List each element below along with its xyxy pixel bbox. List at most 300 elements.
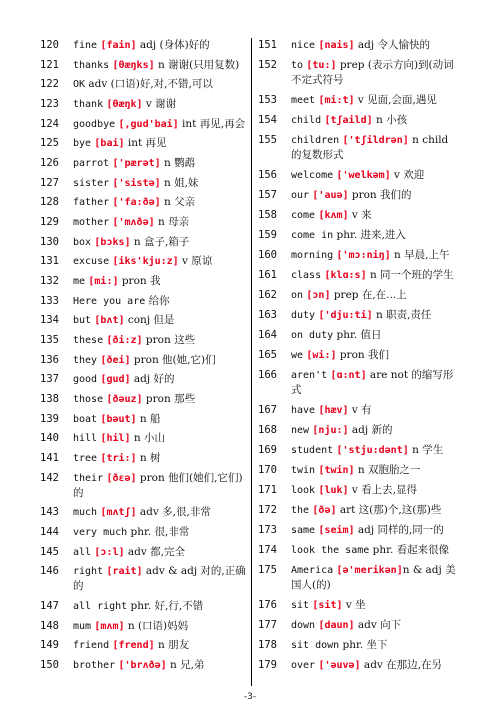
entry-word: nice (291, 40, 316, 51)
entry-word: but (73, 315, 92, 327)
vocab-entry (258, 133, 460, 163)
entry-word: bye (73, 138, 92, 150)
entry-body (291, 133, 460, 163)
entry-word: very much (73, 527, 128, 539)
vocab-entry (258, 563, 460, 593)
entry-definition: phr. 坐下 (339, 639, 388, 651)
entry-word: all right (73, 601, 128, 613)
entry-number: 167 (258, 404, 277, 416)
entry-phonetic: [bʌt] (94, 315, 125, 327)
entry-number: 175 (258, 564, 277, 576)
vocab-entry (258, 658, 460, 673)
entry-definition: pron 这些 (142, 334, 196, 347)
entry-phonetic: [ɔn] (306, 290, 331, 301)
entry-phonetic: [twin] (318, 465, 355, 476)
entry-definition: n 兄,弟 (166, 659, 205, 672)
right-column (258, 38, 460, 678)
entry-body (73, 451, 250, 466)
entry-body (291, 403, 460, 418)
entry-number: 155 (258, 134, 277, 146)
entry-number: 168 (258, 424, 277, 436)
entry-body (73, 215, 250, 230)
vocab-entry (258, 328, 460, 343)
entry-number: 179 (258, 659, 277, 671)
entry-number: 162 (258, 289, 277, 301)
entry-word: goodbye (73, 118, 116, 130)
vocab-entry (40, 77, 250, 92)
entry-word: morning (291, 250, 334, 261)
entry-number: 122 (40, 78, 59, 91)
vocab-entry (258, 113, 460, 128)
entry-body (73, 564, 250, 594)
entry-phonetic: [mʌm] (94, 620, 125, 632)
entry-body (291, 368, 460, 398)
entry-phonetic: ['fa:ðə] (112, 197, 161, 209)
entry-definition: phr. 好,行,不错 (127, 600, 204, 613)
entry-body (291, 268, 460, 283)
entry-definition: adj 同样的,同一的 (354, 524, 444, 536)
entry-definition: adj (身体)好的 (136, 39, 210, 51)
entry-phonetic: [hil] (100, 433, 131, 445)
vocab-entry (40, 117, 250, 132)
entry-body (73, 294, 250, 309)
entry-body (291, 168, 460, 183)
entry-definition: n 早晨,上午 (390, 249, 450, 261)
entry-word: on duty (291, 330, 334, 341)
entry-definition: n 盒子,箱子 (130, 235, 190, 248)
entry-definition: pron 我们的 (348, 189, 412, 201)
entry-body (291, 618, 460, 633)
entry-phonetic: [bəut] (100, 413, 137, 425)
left-column (40, 38, 250, 678)
vocab-entry (40, 38, 250, 53)
entry-word: our (291, 190, 310, 201)
vocab-entry (258, 638, 460, 653)
vocab-entry (40, 392, 250, 407)
entry-definition: phr. 进来,进入 (333, 229, 406, 241)
entry-number: 127 (40, 176, 59, 189)
entry-word: tree (73, 453, 98, 465)
vocab-entry (40, 333, 250, 348)
entry-phonetic: [nju:] (312, 425, 349, 436)
entry-definition: adv (口语)好,对,不错,可以 (85, 78, 213, 91)
entry-word: right (73, 566, 104, 578)
entry-definition: pron 那些 (142, 393, 196, 406)
vocab-entry (258, 443, 460, 458)
entry-number: 136 (40, 353, 59, 366)
entry-word: all (73, 546, 92, 558)
entry-phonetic: [iks'kju:z] (112, 256, 179, 268)
entry-phonetic: [mi:t] (318, 95, 355, 106)
entry-word: the (291, 505, 310, 516)
vocab-entry (40, 195, 250, 210)
vocab-entry (40, 372, 250, 387)
entry-body (73, 431, 250, 446)
vocab-entry (258, 248, 460, 263)
vocab-entry (258, 618, 460, 633)
entry-word: down (291, 620, 316, 631)
entry-word: on (291, 290, 304, 301)
entry-number: 171 (258, 484, 277, 496)
entry-word: brother (73, 660, 116, 672)
entry-body (73, 136, 250, 151)
entry-word: student (291, 445, 334, 456)
vocab-entry (258, 168, 460, 183)
entry-number: 174 (258, 544, 277, 556)
entry-word: good (73, 374, 98, 386)
entry-word: me (73, 276, 86, 288)
entry-body (291, 348, 460, 363)
entry-number: 150 (40, 659, 59, 672)
entry-word: class (291, 270, 322, 281)
entry-word: twin (291, 465, 316, 476)
entry-definition: phr. 看起来很像 (369, 544, 450, 556)
vocab-entry (40, 471, 250, 501)
entry-number: 125 (40, 137, 59, 150)
entry-word: mother (73, 217, 110, 229)
vocab-entry (258, 93, 460, 108)
entry-body (73, 658, 250, 673)
entry-body (73, 333, 250, 348)
entry-definition: n 谢谢(只用复数) (154, 58, 240, 71)
entry-definition: phr. 很,非常 (127, 526, 190, 539)
entry-phonetic: [mi:] (88, 276, 119, 288)
entry-word: excuse (73, 256, 110, 268)
entry-phonetic: [ðεə] (106, 472, 137, 484)
entry-body (73, 38, 250, 53)
entry-definition: int 再见 (124, 137, 167, 150)
entry-phonetic: [tu:] (306, 60, 337, 71)
vocab-entry (40, 58, 250, 73)
entry-definition: v 坐 (342, 599, 366, 611)
entry-definition: n 同一个班的学生 (366, 269, 454, 281)
entry-word: come in (291, 230, 334, 241)
vocab-entry (40, 156, 250, 171)
entry-word: thanks (73, 59, 110, 71)
entry-number: 131 (40, 255, 59, 268)
entry-phonetic: [gud] (100, 374, 131, 386)
entry-definition: n & adj 美国人(的) (291, 564, 456, 591)
column-divider (251, 38, 252, 686)
entry-phonetic: ['mɔ:niŋ] (336, 250, 391, 261)
entry-definition: n 父亲 (160, 196, 196, 209)
entry-phonetic: [hæv] (318, 405, 349, 416)
vocab-entry (40, 545, 250, 560)
entry-phonetic: [kʌm] (318, 210, 349, 221)
entry-definition: 给你 (145, 294, 170, 307)
entry-definition: conj 但是 (124, 314, 175, 327)
entry-number: 164 (258, 329, 277, 341)
vocab-entry (40, 505, 250, 520)
entry-body (291, 308, 460, 323)
entry-body (291, 248, 460, 263)
entry-body (73, 545, 250, 560)
entry-phonetic: ['auə] (312, 190, 349, 201)
entry-number: 176 (258, 599, 277, 611)
entry-word: they (73, 354, 98, 366)
entry-word: welcome (291, 170, 334, 181)
entry-phonetic: [ə'merikən] (336, 565, 403, 576)
entry-body (73, 638, 250, 653)
entry-word: aren't (291, 370, 328, 381)
entry-phonetic: ['sistə] (112, 177, 161, 189)
entry-phonetic: [luk] (318, 485, 349, 496)
entry-number: 156 (258, 169, 277, 181)
entry-phonetic: [wi:] (306, 350, 337, 361)
entry-definition: pron 他们(她们,它们)的 (73, 471, 243, 499)
entry-definition: n 小山 (130, 432, 165, 445)
entry-definition: n 朋友 (154, 639, 190, 652)
entry-body (291, 93, 460, 108)
entry-definition: adj 好的 (130, 373, 175, 386)
vocab-entry (40, 97, 250, 112)
entry-body (73, 412, 250, 427)
entry-phonetic: [fain] (100, 40, 137, 51)
entry-body (291, 228, 460, 243)
vocab-entry (258, 268, 460, 283)
entry-phonetic: [ði:z] (106, 335, 143, 347)
entry-word: father (73, 197, 110, 209)
entry-body (73, 471, 250, 501)
entry-number: 134 (40, 314, 59, 327)
entry-phonetic: [ðei] (100, 354, 131, 366)
entry-phonetic: [tʃaild] (324, 115, 373, 126)
entry-phonetic: [rait] (106, 566, 143, 578)
entry-body (73, 353, 250, 368)
entry-definition: n 船 (136, 412, 161, 425)
entry-number: 173 (258, 524, 277, 536)
entry-word: same (291, 525, 316, 536)
entry-word: come (291, 210, 316, 221)
entry-number: 146 (40, 565, 59, 578)
entry-definition: n 学生 (408, 444, 444, 456)
entry-body (73, 97, 250, 112)
entry-phonetic: ['mʌðə] (112, 217, 155, 229)
entry-word: mum (73, 620, 92, 632)
entry-word: over (291, 660, 316, 671)
entry-number: 133 (40, 294, 59, 307)
entry-number: 160 (258, 249, 277, 261)
entry-number: 166 (258, 369, 277, 381)
vocab-entry (258, 463, 460, 478)
entry-word: boat (73, 413, 98, 425)
entry-definition: n child 的复数形式 (291, 134, 449, 161)
vocab-entry (40, 658, 250, 673)
entry-word: sit (291, 600, 310, 611)
vocab-entry (40, 431, 250, 446)
entry-body (73, 599, 250, 614)
entry-number: 135 (40, 334, 59, 347)
entry-word: hill (73, 433, 98, 445)
entry-number: 137 (40, 373, 59, 386)
entry-definition: v 看上去,显得 (348, 484, 417, 496)
entry-phonetic: ['tʃildrən] (342, 135, 409, 146)
entry-body (73, 254, 250, 269)
entry-number: 153 (258, 94, 277, 106)
entry-number: 138 (40, 393, 59, 406)
entry-definition: n 姐,妹 (160, 176, 199, 189)
entry-word: these (73, 335, 104, 347)
entry-body (291, 288, 460, 303)
entry-definition: adv 都,完全 (124, 545, 185, 558)
entry-number: 120 (40, 39, 59, 51)
vocab-entry (40, 525, 250, 540)
vocab-entry (258, 288, 460, 303)
entry-body (291, 188, 460, 203)
entry-body (73, 505, 250, 520)
entry-definition: pron 我们 (336, 349, 389, 361)
entry-number: 178 (258, 639, 277, 651)
entry-phonetic: [mʌtʃ] (100, 507, 137, 519)
entry-body (73, 392, 250, 407)
entry-phonetic: ['brʌðə] (118, 660, 167, 672)
entry-number: 142 (40, 471, 59, 484)
entry-definition: pron 我 (118, 275, 161, 288)
entry-definition: are not 的缩写形式 (291, 369, 454, 396)
entry-definition: adv 多,很,非常 (136, 506, 211, 519)
entry-number: 124 (40, 117, 59, 130)
entry-word: OK (73, 79, 86, 91)
entry-number: 143 (40, 506, 59, 519)
entry-definition: int 再见,再会 (178, 117, 246, 130)
vocab-entry (40, 412, 250, 427)
entry-phonetic: ['əuvə] (318, 660, 361, 671)
entry-definition: adv 向下 (354, 619, 402, 631)
vocab-entry (40, 313, 250, 328)
entry-body (291, 38, 460, 53)
entry-definition: adv & adj 对的,正确的 (73, 565, 246, 593)
entry-word: have (291, 405, 316, 416)
vocab-entry (40, 564, 250, 594)
entry-body (73, 235, 250, 250)
entry-number: 158 (258, 209, 277, 221)
entry-definition: adj 新的 (348, 424, 393, 436)
vocab-entry (40, 235, 250, 250)
entry-body (291, 523, 460, 538)
entry-body (291, 208, 460, 223)
entry-definition: v 原谅 (178, 255, 213, 268)
entry-number: 151 (258, 39, 277, 51)
entry-phonetic: [θæŋk] (106, 99, 143, 111)
vocab-entry (258, 403, 460, 418)
entry-definition: prep 在,在...上 (330, 289, 407, 301)
entry-phonetic: [sit] (312, 600, 343, 611)
vocab-entry (40, 254, 250, 269)
entry-word: thank (73, 99, 104, 111)
entry-phonetic: [ɑ:nt] (330, 370, 367, 381)
entry-body (73, 117, 250, 132)
entry-number: 141 (40, 452, 59, 465)
entry-number: 128 (40, 196, 59, 209)
entry-number: 147 (40, 600, 59, 613)
entry-word: meet (291, 95, 316, 106)
entry-phonetic: [tri:] (100, 453, 137, 465)
entry-definition: v 谢谢 (142, 98, 177, 111)
entry-word: we (291, 350, 304, 361)
entry-definition: v 欢迎 (390, 169, 425, 181)
entry-body (291, 598, 460, 613)
entry-body (291, 503, 460, 518)
entry-number: 148 (40, 619, 59, 632)
entry-phonetic: [ðə] (312, 505, 337, 516)
entry-body (73, 156, 250, 171)
vocab-entry (40, 215, 250, 230)
entry-definition: n 母亲 (154, 216, 190, 229)
entry-number: 149 (40, 639, 59, 652)
vocab-entry (258, 503, 460, 518)
entry-definition: pron 他(她,它)们 (130, 353, 216, 366)
entry-word: duty (291, 310, 316, 321)
entry-phonetic: [daun] (318, 620, 355, 631)
vocab-entry (258, 598, 460, 613)
entry-word: to (291, 60, 304, 71)
entry-number: 132 (40, 275, 59, 288)
entry-body (73, 372, 250, 387)
entry-word: child (291, 115, 322, 126)
vocab-entry (258, 188, 460, 203)
entry-phonetic: [klɑ:s] (324, 270, 367, 281)
entry-number: 144 (40, 526, 59, 539)
entry-definition: prep (表示方向)到(动词不定式符号 (291, 59, 454, 86)
entry-body (291, 638, 460, 653)
vocab-entry (258, 368, 460, 398)
vocab-entry (40, 136, 250, 151)
entry-definition: adj 令人愉快的 (354, 39, 430, 51)
entry-number: 163 (258, 309, 277, 321)
entry-number: 169 (258, 444, 277, 456)
entry-definition: v 见面,会面,遇见 (354, 94, 437, 106)
vocab-entry (258, 423, 460, 438)
entry-phonetic: ['welkəm] (336, 170, 391, 181)
vocab-entry (40, 619, 250, 634)
vocab-entry (40, 638, 250, 653)
entry-number: 172 (258, 504, 277, 516)
entry-definition: n 小孩 (372, 114, 408, 126)
entry-definition: n 树 (136, 452, 161, 465)
page-number: -3- (243, 692, 257, 702)
entry-phonetic: [ðəuz] (106, 394, 143, 406)
entry-body (73, 274, 250, 289)
entry-word: their (73, 472, 104, 484)
vocab-entry (258, 58, 460, 88)
entry-number: 159 (258, 229, 277, 241)
entry-body (291, 483, 460, 498)
entry-phonetic: ['stju:dənt] (336, 445, 409, 456)
entry-number: 170 (258, 464, 277, 476)
entry-number: 123 (40, 98, 59, 111)
vocab-entry (258, 308, 460, 323)
entry-body (291, 423, 460, 438)
entry-word: friend (73, 640, 110, 652)
entry-definition: art 这(那)个,这(那)些 (336, 504, 442, 516)
entry-phonetic: ['dju:ti] (318, 310, 373, 321)
entry-number: 129 (40, 216, 59, 229)
entry-word: new (291, 425, 310, 436)
vocab-entry (258, 543, 460, 558)
entry-word: children (291, 135, 340, 146)
entry-definition: v 有 (348, 404, 372, 416)
entry-phonetic: [θæŋks] (112, 59, 155, 71)
entry-phonetic: [nais] (318, 40, 355, 51)
entry-body (291, 658, 460, 673)
entry-number: 154 (258, 114, 277, 126)
entry-number: 152 (258, 59, 277, 71)
entry-definition: v 来 (348, 209, 372, 221)
entry-number: 165 (258, 349, 277, 361)
vocab-entry (40, 176, 250, 191)
vocab-entry (40, 451, 250, 466)
entry-body (291, 113, 460, 128)
